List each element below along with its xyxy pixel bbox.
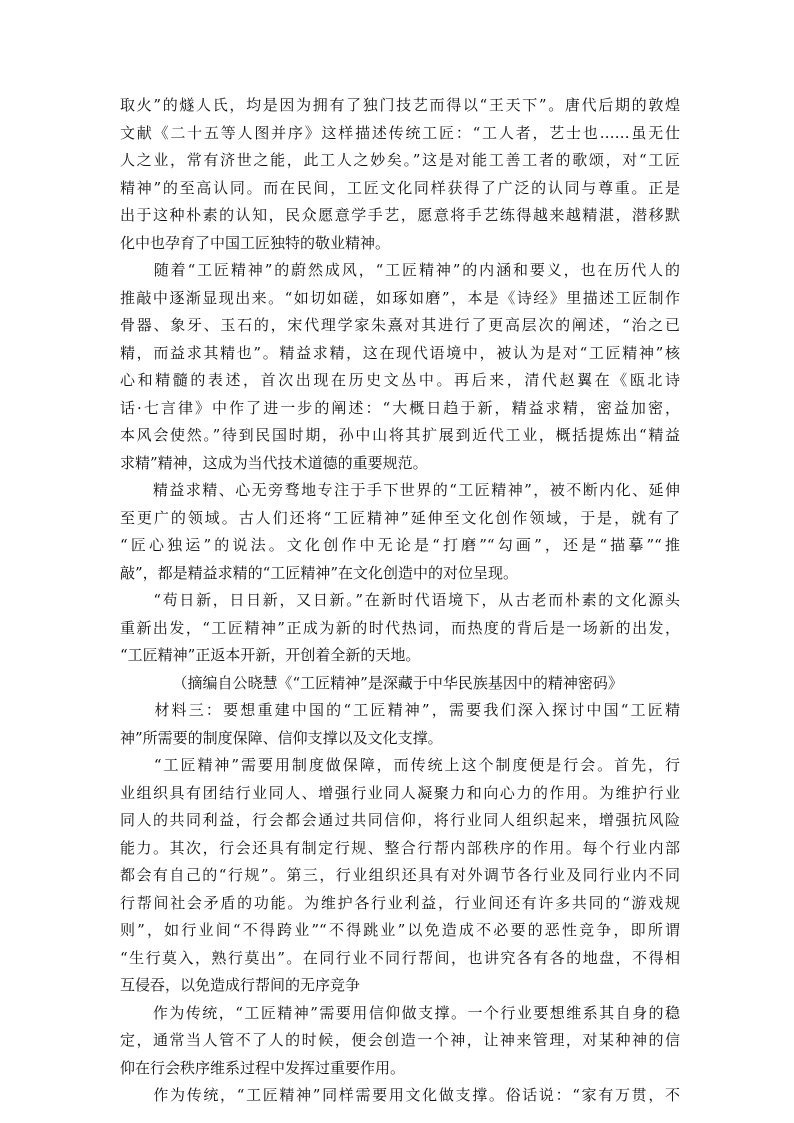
text-line: 人之业，常有济世之能，此工人之妙矣。”这是对能工善工者的歌颂，对“工匠: [120, 151, 680, 169]
text-line: 求精”精神，这成为当代技术道德的重要规范。: [120, 453, 428, 472]
text-line: 同人的共同利益，行会都会通过共同信仰，将行业同人组织起来，增强抗风险: [120, 811, 680, 829]
text-line: 作为传统，“工匠精神”同样需要用文化做支撑。俗话说：“家有万贯，不: [120, 1086, 680, 1104]
text-line: 化中也孕育了中国工匠独特的敬业精神。: [120, 233, 391, 252]
text-line: 作为传统，“工匠精神”需要用信仰做支撑。一个行业要想维系其自身的稳: [120, 1003, 680, 1022]
text-line: 精神”的至高认同。而在民间，工匠文化同样获得了广泛的认同与尊重。正是: [120, 178, 680, 197]
text-line: 互侵吞，以免造成行帮间的无序竞争: [120, 976, 361, 994]
text-line: 随着“工匠精神”的蔚然成风，“工匠精神”的内涵和要义，也在历代人的: [120, 261, 680, 279]
text-line: 材料三：要想重建中国的“工匠精神”，需要我们深入探讨中国“工匠精: [120, 701, 680, 719]
text-line: 心和精髓的表述，首次出现在历史文丛中。再后来，清代赵翼在《瓯北诗: [120, 371, 680, 389]
text-line: （摘编自公晓慧《“工匠精神”是深藏于中华民族基因中的精神密码》: [120, 673, 623, 692]
text-line: 都会有自己的“行规”。第三，行业组织还具有对外调节各行业及同行业内不同: [120, 866, 680, 884]
text-line: 定，通常当人管不了人的时候，便会创造一个神，让神来管理，对某种神的信: [120, 1031, 680, 1049]
text-line: 行帮间社会矛盾的功能。为维护各行业利益，行业间还有许多共同的“游戏规: [120, 893, 680, 912]
text-line: 本风会使然。”待到民国时期，孙中山将其扩展到近代工业，概括提炼出“精益: [120, 426, 680, 444]
text-line: 推敲中逐渐显现出来。“如切如磋，如琢如磨”，本是《诗经》里描述工匠制作: [120, 288, 680, 307]
text-line: “匠心独运”的说法。文化创作中无论是“打磨”“勾画”，还是“描摹”“推: [120, 536, 680, 554]
text-line: 骨器、象牙、玉石的，宋代理学家朱熹对其进行了更高层次的阐述，“治之已: [120, 316, 680, 334]
text-line: 重新出发，“工匠精神”正成为新的时代热词，而热度的背后是一场新的出发，: [120, 618, 680, 637]
text-line: “工匠精神”正返本开新，开创着全新的天地。: [120, 646, 421, 664]
text-line: 出于这种朴素的认知，民众愿意学手艺，愿意将手艺练得越来越精湛，潜移默: [120, 206, 680, 224]
text-line: 精，而益求其精也”。精益求精，这在现代语境中，被认为是对“工匠精神”核: [120, 343, 680, 362]
article-body: [120, 92, 680, 1110]
text-line: “苟日新，日日新，又日新。”在新时代语境下，从古老而朴素的文化源头: [120, 591, 680, 609]
text-line: 话·七言律》中作了进一步的阐述：“大概日趋于新，精益求精，密益加密，: [120, 398, 680, 417]
text-line: “生行莫入，熟行莫出”。在同行业不同行帮间，也讲究各有各的地盘，不得相: [120, 948, 680, 967]
text-line: “工匠精神”需要用制度做保障，而传统上这个制度便是行会。首先，行: [120, 756, 680, 774]
text-line: 敲”，都是精益求精的“工匠精神”在文化创造中的对位呈现。: [120, 563, 519, 582]
text-line: 文献《二十五等人图并序》这样描述传统工匠：“工人者，艺士也……虽无仕: [120, 123, 680, 142]
text-line: 至更广的领域。古人们还将“工匠精神”延伸至文化创作领域，于是，就有了: [120, 508, 680, 527]
text-line: 神”所需要的制度保障、信仰支撑以及文化支撑。: [120, 728, 443, 747]
text-line: 取火”的燧人氏，均是因为拥有了独门技艺而得以“王天下”。唐代后期的敦煌: [120, 96, 680, 114]
text-line: 业组织具有团结行业同人、增强行业同人凝聚力和向心力的作用。为维护行业: [120, 783, 680, 802]
text-line: 则”，如行业间“不得跨业”“不得跳业”以免造成不必要的恶性竞争，即所谓: [120, 921, 680, 939]
text-line: 能力。其次，行会还具有制定行规、整合行帮内部秩序的作用。每个行业内部: [120, 838, 680, 857]
text-line: 仰在行会秩序维系过程中发挥过重要作用。: [120, 1058, 406, 1077]
text-line: 精益求精、心无旁骛地专注于手下世界的“工匠精神”，被不断内化、延伸: [120, 481, 680, 499]
